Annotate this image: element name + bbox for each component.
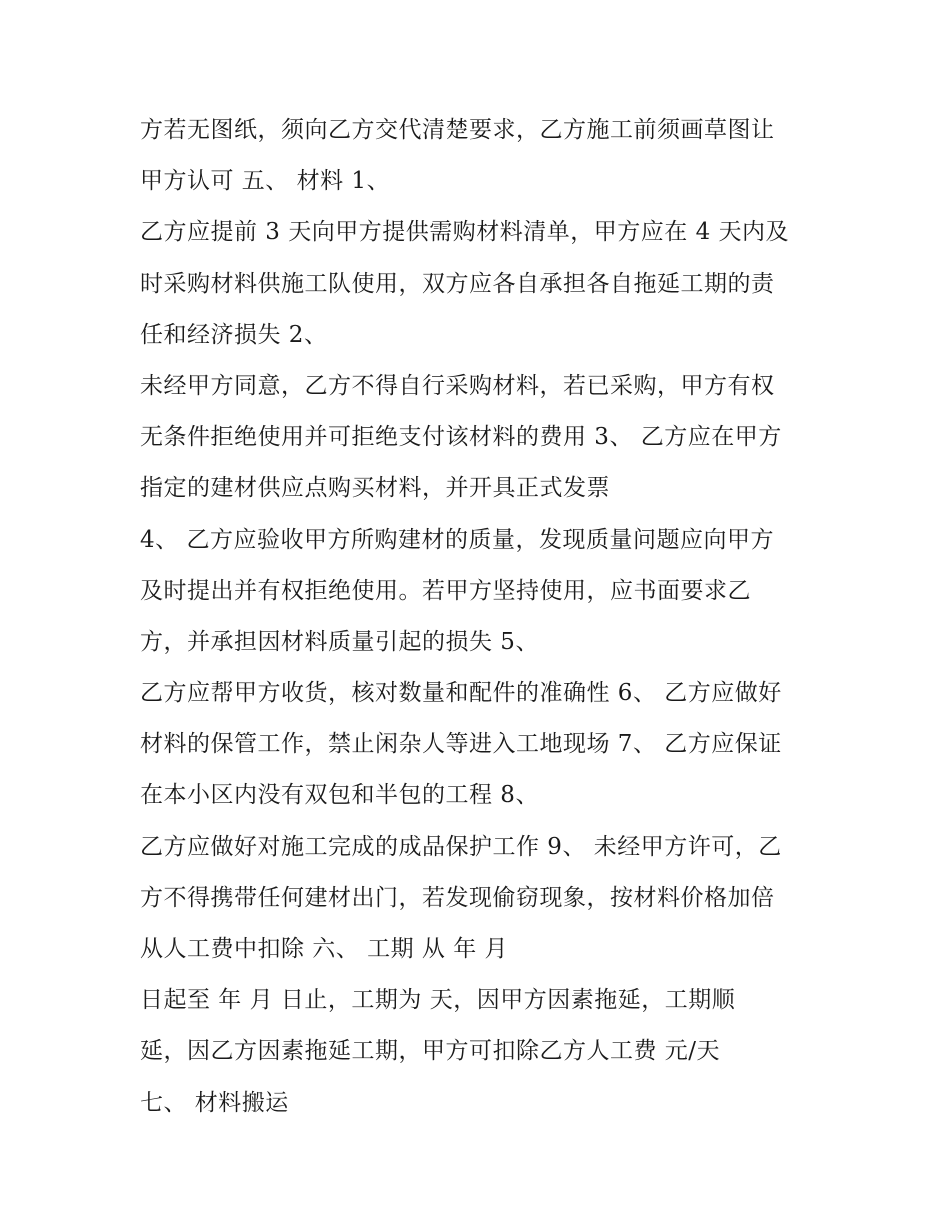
text-line: 任和经济损失 2、 (140, 321, 328, 348)
text-line: 延，因乙方因素拖延工期，甲方可扣除乙方人工费 元/天 (140, 1038, 721, 1065)
contract-text-block (140, 105, 840, 1129)
text-line: 日起至 年 月 日止，工期为 天，因甲方因素拖延，工期顺 (140, 987, 736, 1014)
text-line: 无条件拒绝使用并可拒绝支付该材料的费用 3、 乙方应在甲方 (140, 424, 782, 451)
text-line: 七、 材料搬运 (140, 1089, 289, 1116)
text-line: 甲方认可 五、 材料 1、 (140, 168, 391, 195)
text-line: 时采购材料供施工队使用，双方应各自承担各自拖延工期的责 (140, 270, 775, 297)
text-line: 方若无图纸，须向乙方交代清楚要求，乙方施工前须画草图让 (140, 117, 775, 143)
text-line: 乙方应提前 3 天向甲方提供需购材料清单，甲方应在 4 天内及 (140, 219, 790, 246)
text-line: 乙方应帮甲方收货，核对数量和配件的准确性 6、 乙方应做好 (140, 680, 782, 707)
text-line: 方，并承担因材料质量引起的损失 5、 (140, 628, 539, 655)
text-line: 及时提出并有权拒绝使用。若甲方坚持使用，应书面要求乙 (140, 577, 751, 604)
text-line: 方不得携带任何建材出门，若发现偷窃现象，按材料价格加倍 (140, 884, 775, 911)
text-line: 材料的保管工作，禁止闲杂人等进入工地现场 7、 乙方应保证 (140, 731, 782, 758)
text-line: 乙方应做好对施工完成的成品保护工作 9、 未经甲方许可，乙 (140, 833, 782, 860)
text-line: 指定的建材供应点购买材料，并开具正式发票 (140, 475, 610, 502)
text-line: 4、 乙方应验收甲方所购建材的质量，发现质量问题应向甲方 (140, 526, 774, 553)
text-line: 在本小区内没有双包和半包的工程 8、 (140, 782, 539, 809)
text-line: 从人工费中扣除 六、 工期 从 年 月 (140, 936, 509, 962)
text-line: 未经甲方同意，乙方不得自行采购材料，若已采购，甲方有权 (140, 372, 775, 399)
